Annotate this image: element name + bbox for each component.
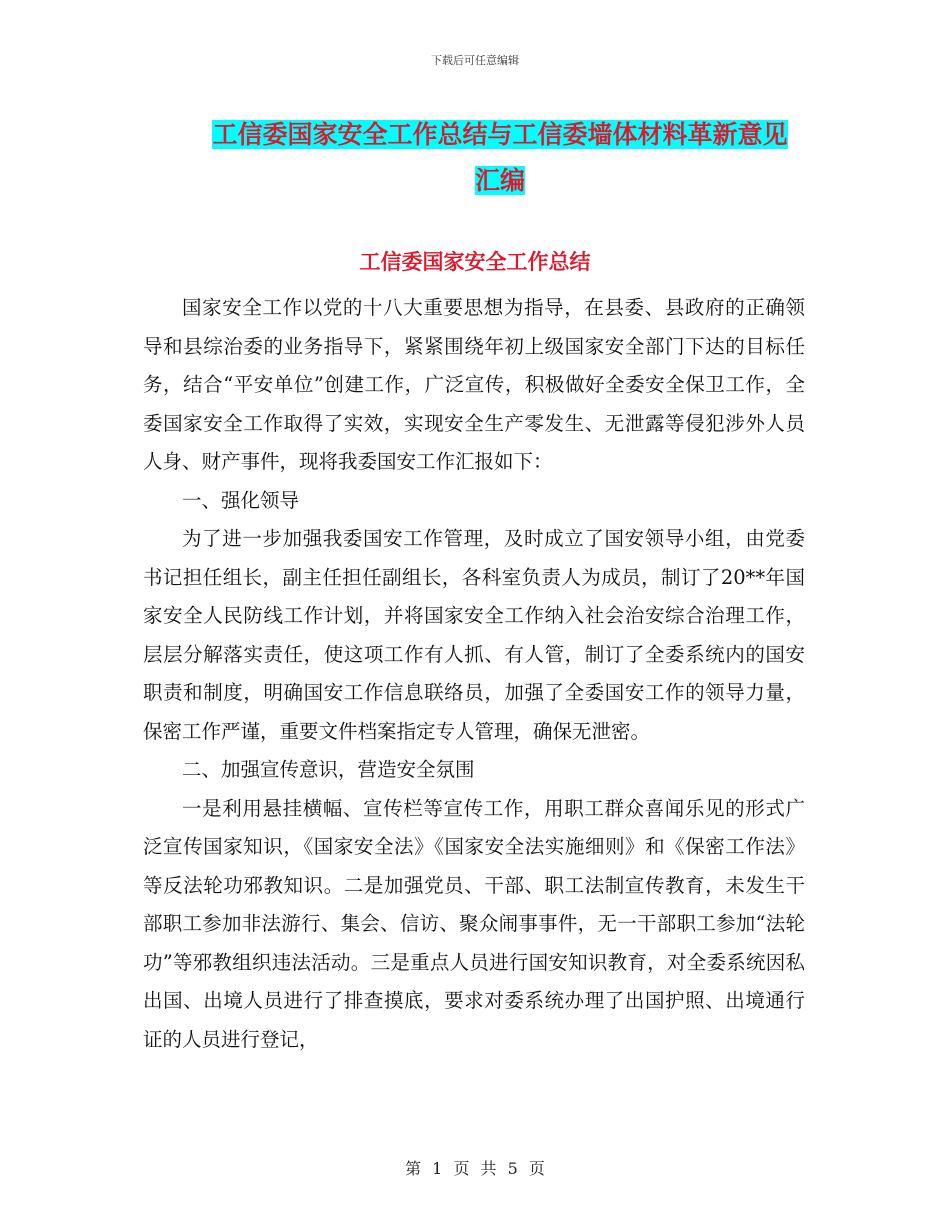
document-title-line-1: 工信委国家安全工作总结与工信委墙体材料革新意见 [212, 120, 788, 149]
document-title-line-2: 汇编 [474, 166, 525, 195]
section-title: 工信委国家安全工作总结 [359, 250, 591, 274]
header-note: 下载后可任意编辑 [431, 54, 519, 67]
document-body [143, 289, 805, 1059]
subheading: 二、加强宣传意识，营造安全氛围 [182, 758, 475, 781]
page-number-footer: 第 1 页 共 5 页 [405, 1159, 545, 1178]
paragraph: 为了进一步加强我委国安工作管理，及时成立了国安领导小组，由党委书记担任组长，副主任担任副组长，各科室负责人为成员，制订了20**年国家安全人民防线工作计划，并将国家安全工作纳入社会治安综合治理工作，层层分解落实责任，使这项工作有人抓、有人管，制订了全委系统内的国安职责和制度，明确国安工作信息联络员，加强了全委国安工作的领导力量，保密工作严谨，重要文件档案指定专人管理，确保无泄密。 [143, 527, 805, 743]
subheading: 一、强化领导 [182, 488, 300, 512]
document-title [180, 112, 820, 204]
paragraph: 一是利用悬挂横幅、宣传栏等宣传工作，用职工群众喜闻乐见的形式广泛宣传国家知识，《国家安全法》《国家安全法实施细则》和《保密工作法》等反法轮功邪教知识。二是加强党员、干部、职工法制宣传教育，未发生干部职工参加非法游行、集会、信访、聚众闹事事件，无一干部职工参加“法轮功”等邪教组织违法活动。三是重点人员进行国安知识教育，对全委系统因私出国、出境人员进行了排查摸底，要求对委系统办理了出国护照、出境通行证的人员进行登记， [143, 796, 805, 1051]
paragraph: 国家安全工作以党的十八大重要思想为指导，在县委、县政府的正确领导和县综治委的业务指导下，紧紧围绕年初上级国家安全部门下达的目标任务，结合“平安单位”创建工作，广泛宣传，积极做好全委安全保卫工作，全委国家安全工作取得了实效，实现安全生产零发生、无泄露等侵犯涉外人员人身、财产事件，现将我委国安工作汇报如下： [143, 296, 805, 473]
